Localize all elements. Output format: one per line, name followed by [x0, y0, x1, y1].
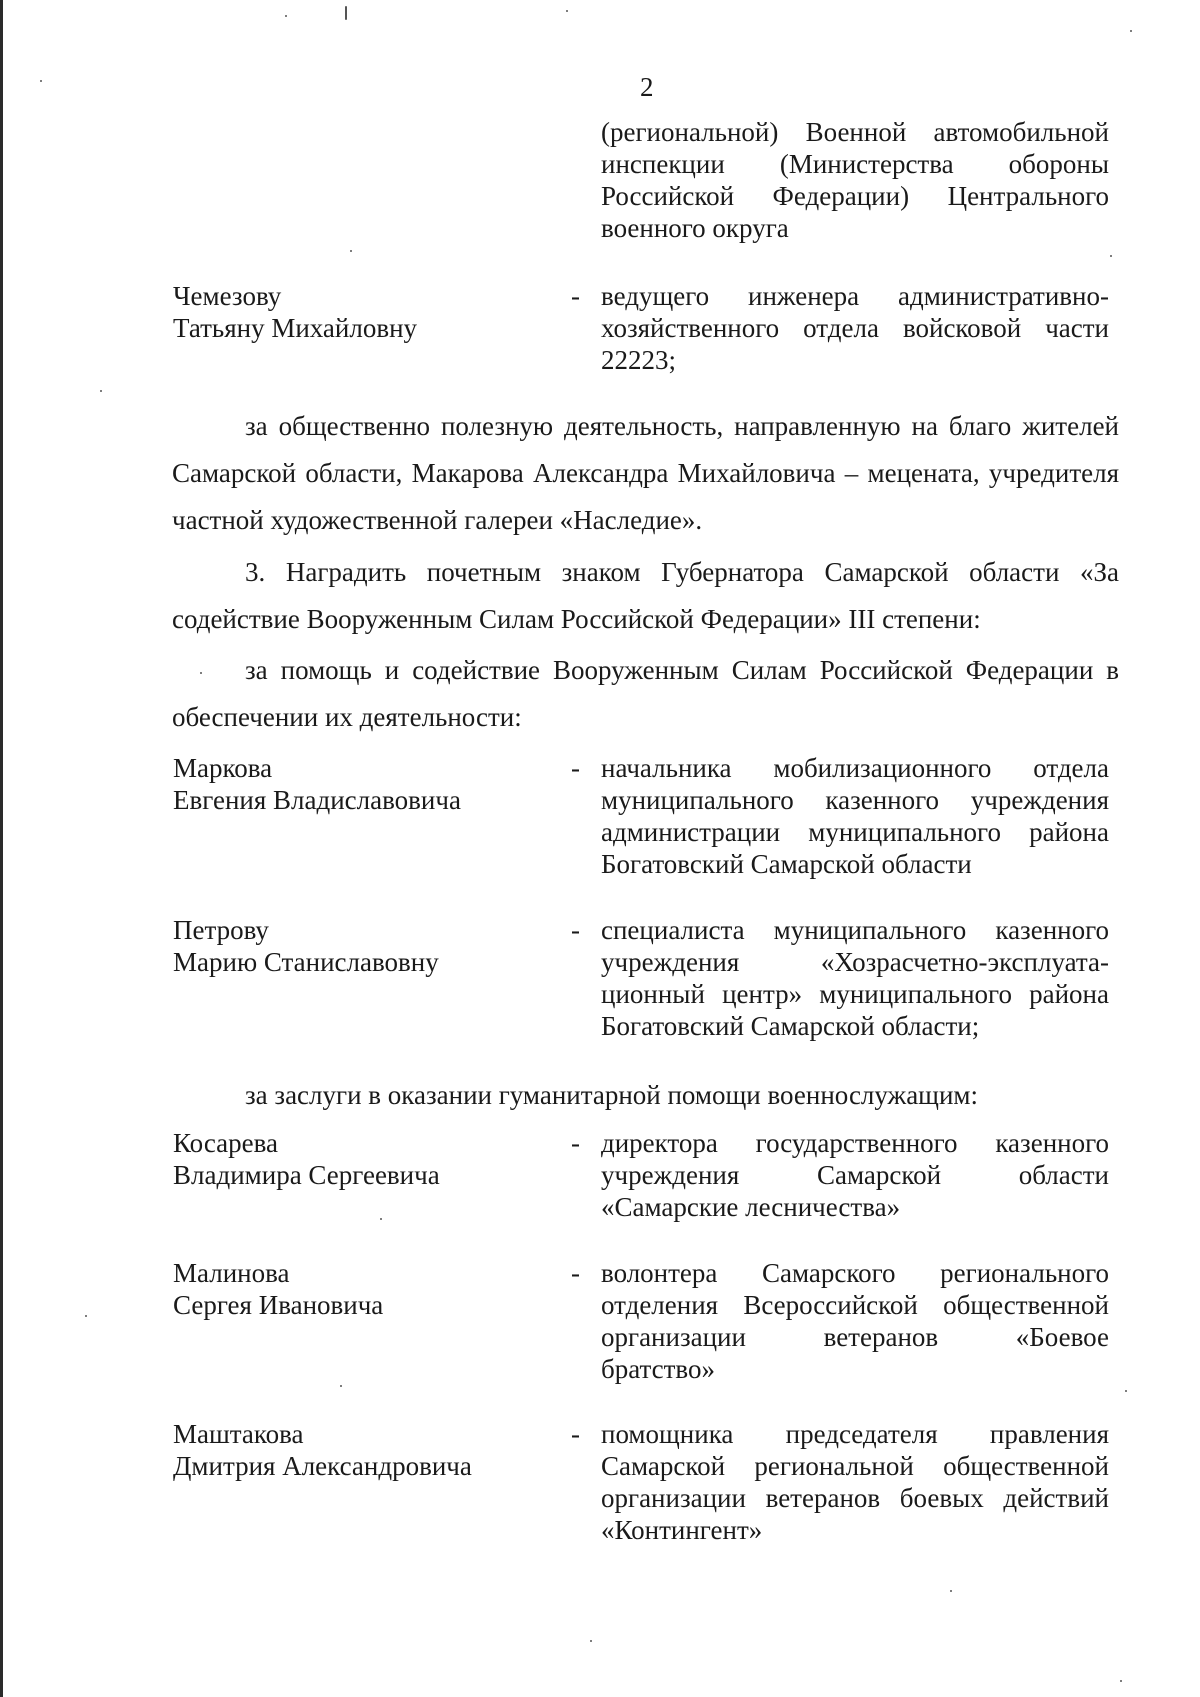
awardee-surname: Малинова: [173, 1258, 290, 1288]
desc-line: помощника председателя правления: [601, 1419, 1109, 1449]
paragraph-public-activity: за общественно полезную деятельность, направленную на благо жителей Самарской области, Макарова Александра Михайловича – мецената, учредителя частной художественной галереи «Наследие».: [172, 411, 1119, 535]
scan-speck: [1120, 1680, 1122, 1682]
desc-line: Российской Федерации) Центрального: [601, 181, 1109, 211]
awardee-given-name: Сергея Ивановича: [173, 1290, 384, 1320]
desc-line: начальника мобилизационного отдела: [601, 753, 1109, 783]
awardee-name: [173, 752, 553, 816]
desc-line: ционный центр» муниципального района: [601, 979, 1109, 1009]
scan-speck: [285, 15, 287, 17]
list-dash: -: [571, 281, 580, 311]
awardee-name: [173, 914, 553, 978]
scan-speck: [100, 390, 102, 392]
scan-speck: [566, 10, 568, 12]
awardee-given-name: Дмитрия Александровича: [173, 1451, 472, 1481]
desc-line: «Контингент»: [601, 1515, 763, 1545]
scan-speck: [1125, 1390, 1127, 1392]
desc-line: 22223;: [601, 345, 677, 375]
desc-line: волонтера Самарского регионального: [601, 1258, 1109, 1288]
desc-line: Богатовский Самарской области: [601, 849, 972, 879]
scan-speck: [1110, 255, 1112, 257]
awardee-surname: Косарева: [173, 1128, 278, 1158]
awardee-description: [601, 752, 1109, 880]
scan-edge: [0, 0, 3, 1697]
list-dash: -: [571, 1258, 580, 1288]
scan-speck: [950, 1590, 952, 1592]
desc-line: инспекции (Министерства обороны: [601, 149, 1109, 179]
awardee-name: [173, 1418, 553, 1482]
desc-line: специалиста муниципального казенного: [601, 915, 1109, 945]
awardee-given-name: Марию Станиславовну: [173, 947, 439, 977]
awardee-surname: Петрову: [173, 915, 269, 945]
awardee-given-name: Евгения Владиславовича: [173, 785, 461, 815]
desc-line: директора государственного казенного: [601, 1128, 1109, 1158]
awardee-name: [173, 280, 553, 344]
desc-line: «Самарские лесничества»: [601, 1192, 901, 1222]
desc-line: отделения Всероссийской общественной: [601, 1290, 1109, 1320]
awardee-name: [173, 1127, 553, 1191]
awardee-name: [173, 1257, 553, 1321]
awardee-given-name: Владимира Сергеевича: [173, 1160, 440, 1190]
desc-line: Самарской региональной общественной: [601, 1451, 1109, 1481]
scan-speck: [345, 6, 347, 20]
awardee-description: [601, 280, 1109, 376]
scan-speck: [340, 1385, 342, 1387]
awardee-description: [601, 1418, 1109, 1546]
desc-line: муниципального казенного учреждения: [601, 785, 1109, 815]
awardee-description: [601, 1127, 1109, 1223]
scan-speck: [350, 250, 352, 252]
desc-line: братство»: [601, 1354, 715, 1384]
page-number: 2: [640, 72, 654, 102]
scan-speck: [85, 1315, 87, 1317]
desc-line: учреждения «Хозрасчетно-эксплуата-: [601, 947, 1109, 977]
desc-line: Богатовский Самарской области;: [601, 1011, 980, 1041]
desc-line: администрации муниципального района: [601, 817, 1109, 847]
list-dash: -: [571, 753, 580, 783]
scan-speck: [40, 80, 42, 82]
scan-speck: [1130, 30, 1132, 32]
desc-line: военного округа: [601, 213, 789, 243]
desc-line: учреждения Самарской области: [601, 1160, 1109, 1190]
desc-line: организации ветеранов «Боевое: [601, 1322, 1109, 1352]
paragraph-section-3: 3. Наградить почетным знаком Губернатора Самарской области «За содействие Вооруженным Силам Российской Федерации» III степени:: [172, 557, 1119, 634]
scan-speck: [590, 1640, 592, 1642]
list-dash: -: [571, 1419, 580, 1449]
scan-speck: [380, 1218, 382, 1220]
awardee-surname: Чемезову: [173, 281, 282, 311]
awardee-given-name: Татьяну Михайловну: [173, 313, 418, 343]
list-dash: -: [571, 915, 580, 945]
awardee-description: [601, 1257, 1109, 1385]
awardee-surname: Маштакова: [173, 1419, 304, 1449]
awardee-description: [601, 914, 1109, 1042]
paragraph-humanitarian: за заслуги в оказании гуманитарной помощи военнослужащим:: [245, 1080, 979, 1110]
desc-line: (региональной) Военной автомобильной: [601, 117, 1109, 147]
awardee-surname: Маркова: [173, 753, 273, 783]
desc-line: ведущего инженера административно-: [601, 281, 1109, 311]
desc-line: хозяйственного отдела войсковой части: [601, 313, 1109, 343]
desc-line: организации ветеранов боевых действий: [601, 1483, 1109, 1513]
continuation-description: [601, 116, 1109, 244]
list-dash: -: [571, 1128, 580, 1158]
paragraph-assistance: за помощь и содействие Вооруженным Силам Российской Федерации в обеспечении их деятельности:: [172, 655, 1119, 732]
